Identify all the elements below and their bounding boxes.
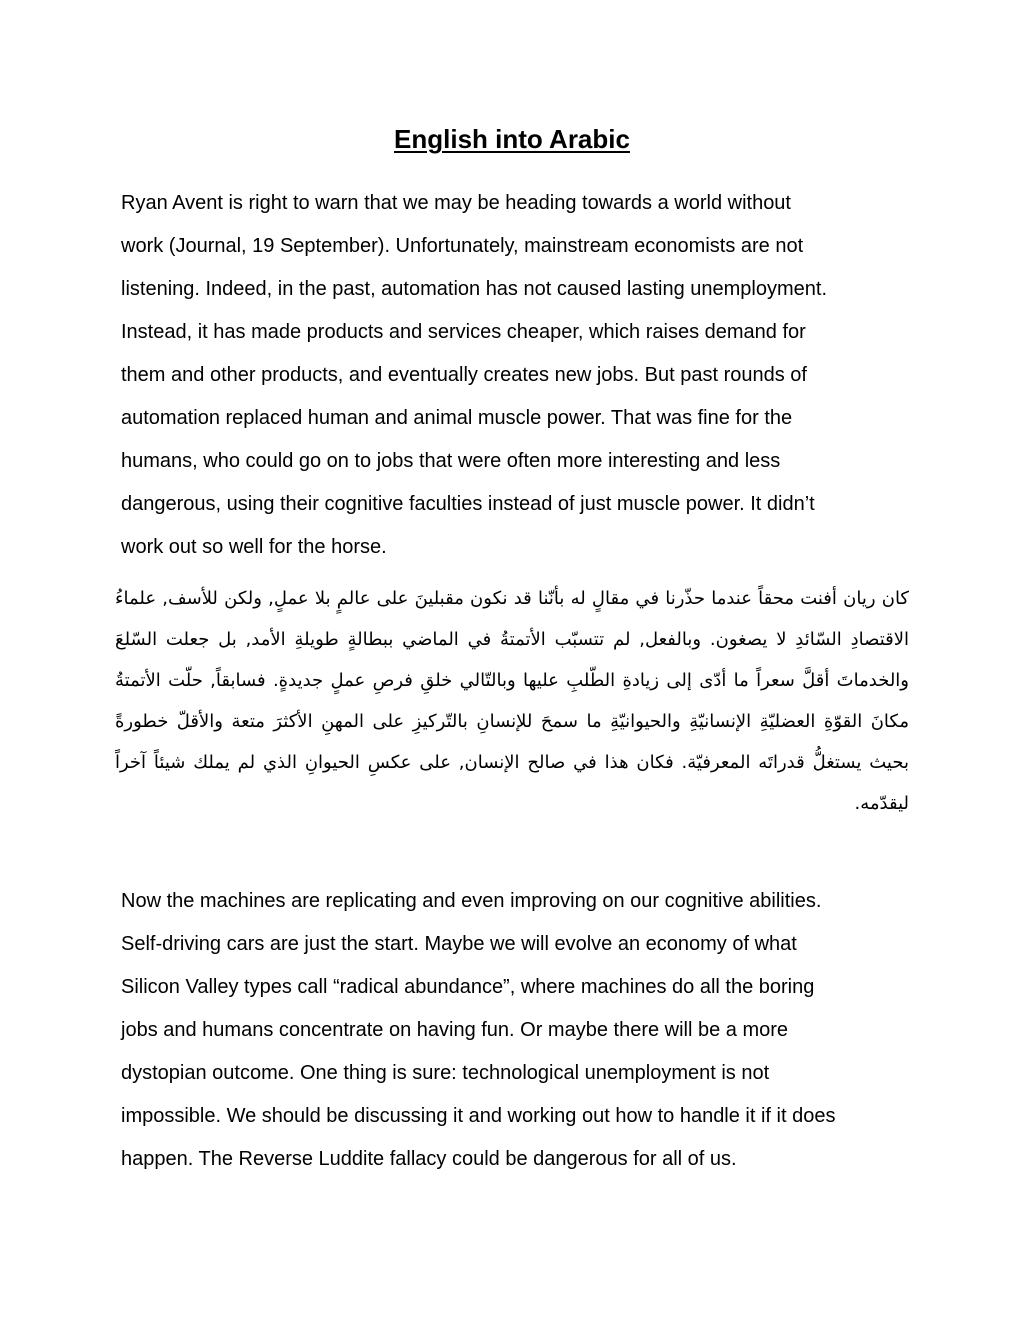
paragraph-line: automation replaced human and animal muscle power. That was fine for the [121, 407, 793, 429]
paragraph-line: listening. Indeed, in the past, automation has not caused lasting unemployment. [121, 278, 828, 300]
paragraph-line: work (Journal, 19 September). Unfortunately, mainstream economists are not [121, 235, 804, 257]
paragraph-line: Self-driving cars are just the start. Maybe we will evolve an economy of what [121, 933, 797, 955]
paragraph-line: dystopian outcome. One thing is sure: technological unemployment is not [121, 1062, 770, 1084]
english-paragraph-1 [121, 182, 911, 569]
arabic-line: ليقدّمه. [854, 793, 909, 814]
paragraph-line: them and other products, and eventually creates new jobs. But past rounds of [121, 364, 807, 386]
paragraph-line: humans, who could go on to jobs that were often more interesting and less [121, 450, 781, 472]
arabic-line: الاقتصادِ السّائدِ لا يصغون. وبالفعل, لم تتسبّب الأتمتةُ في الماضي ببطالةٍ طويلةِ الأمد, بل جعلت السّلعَ [115, 629, 909, 650]
paragraph-line: Silicon Valley types call “radical abundance”, where machines do all the boring [121, 976, 815, 998]
paragraph-line: Ryan Avent is right to warn that we may be heading towards a world without [121, 192, 791, 214]
english-paragraph-2 [121, 880, 911, 1181]
paragraph-line: happen. The Reverse Luddite fallacy could be dangerous for all of us. [121, 1148, 737, 1170]
arabic-line: بحيث يستغلُّ قدراتَه المعرفيّة. فكان هذا في صالح الإنسان, على عكسِ الحيوانِ الذي لم يملك شيئاً آخراً [115, 752, 909, 773]
arabic-translation-paragraph [115, 578, 909, 824]
paragraph-line: jobs and humans concentrate on having fun. Or maybe there will be a more [121, 1019, 789, 1041]
paragraph-line: impossible. We should be discussing it and working out how to handle it if it does [121, 1105, 836, 1127]
paragraph-line: Now the machines are replicating and even improving on our cognitive abilities. [121, 890, 822, 912]
arabic-line: مكانَ القوّةِ العضليّةِ الإنسانيّةِ والحيوانيّةِ ما سمحَ للإنسانِ بالتّركيزِ على المهنِ الأكثرَ متعة والأقلّ خطورةً [115, 711, 909, 732]
arabic-line: والخدماتَ أقلَّ سعراً ما أدّى إلى زيادةِ الطّلبِ عليها وبالتّالي خلقِ فرصِ عملٍ جديدةٍ. فسابقاً, حلّت الأتمتةُ [115, 670, 909, 691]
paragraph-line: Instead, it has made products and services cheaper, which raises demand for [121, 321, 806, 343]
paragraph-line: work out so well for the horse. [121, 536, 387, 558]
document-title: English into Arabic [394, 124, 630, 154]
paragraph-line: dangerous, using their cognitive faculties instead of just muscle power. It didn’t [121, 493, 815, 515]
arabic-line: كان ريان أفنت محقاً عندما حذّرنا في مقالٍ له بأنّنا قد نكون مقبلينَ على عالمٍ بلا عملٍ, ولكن للأسف, علماءُ [115, 588, 909, 609]
